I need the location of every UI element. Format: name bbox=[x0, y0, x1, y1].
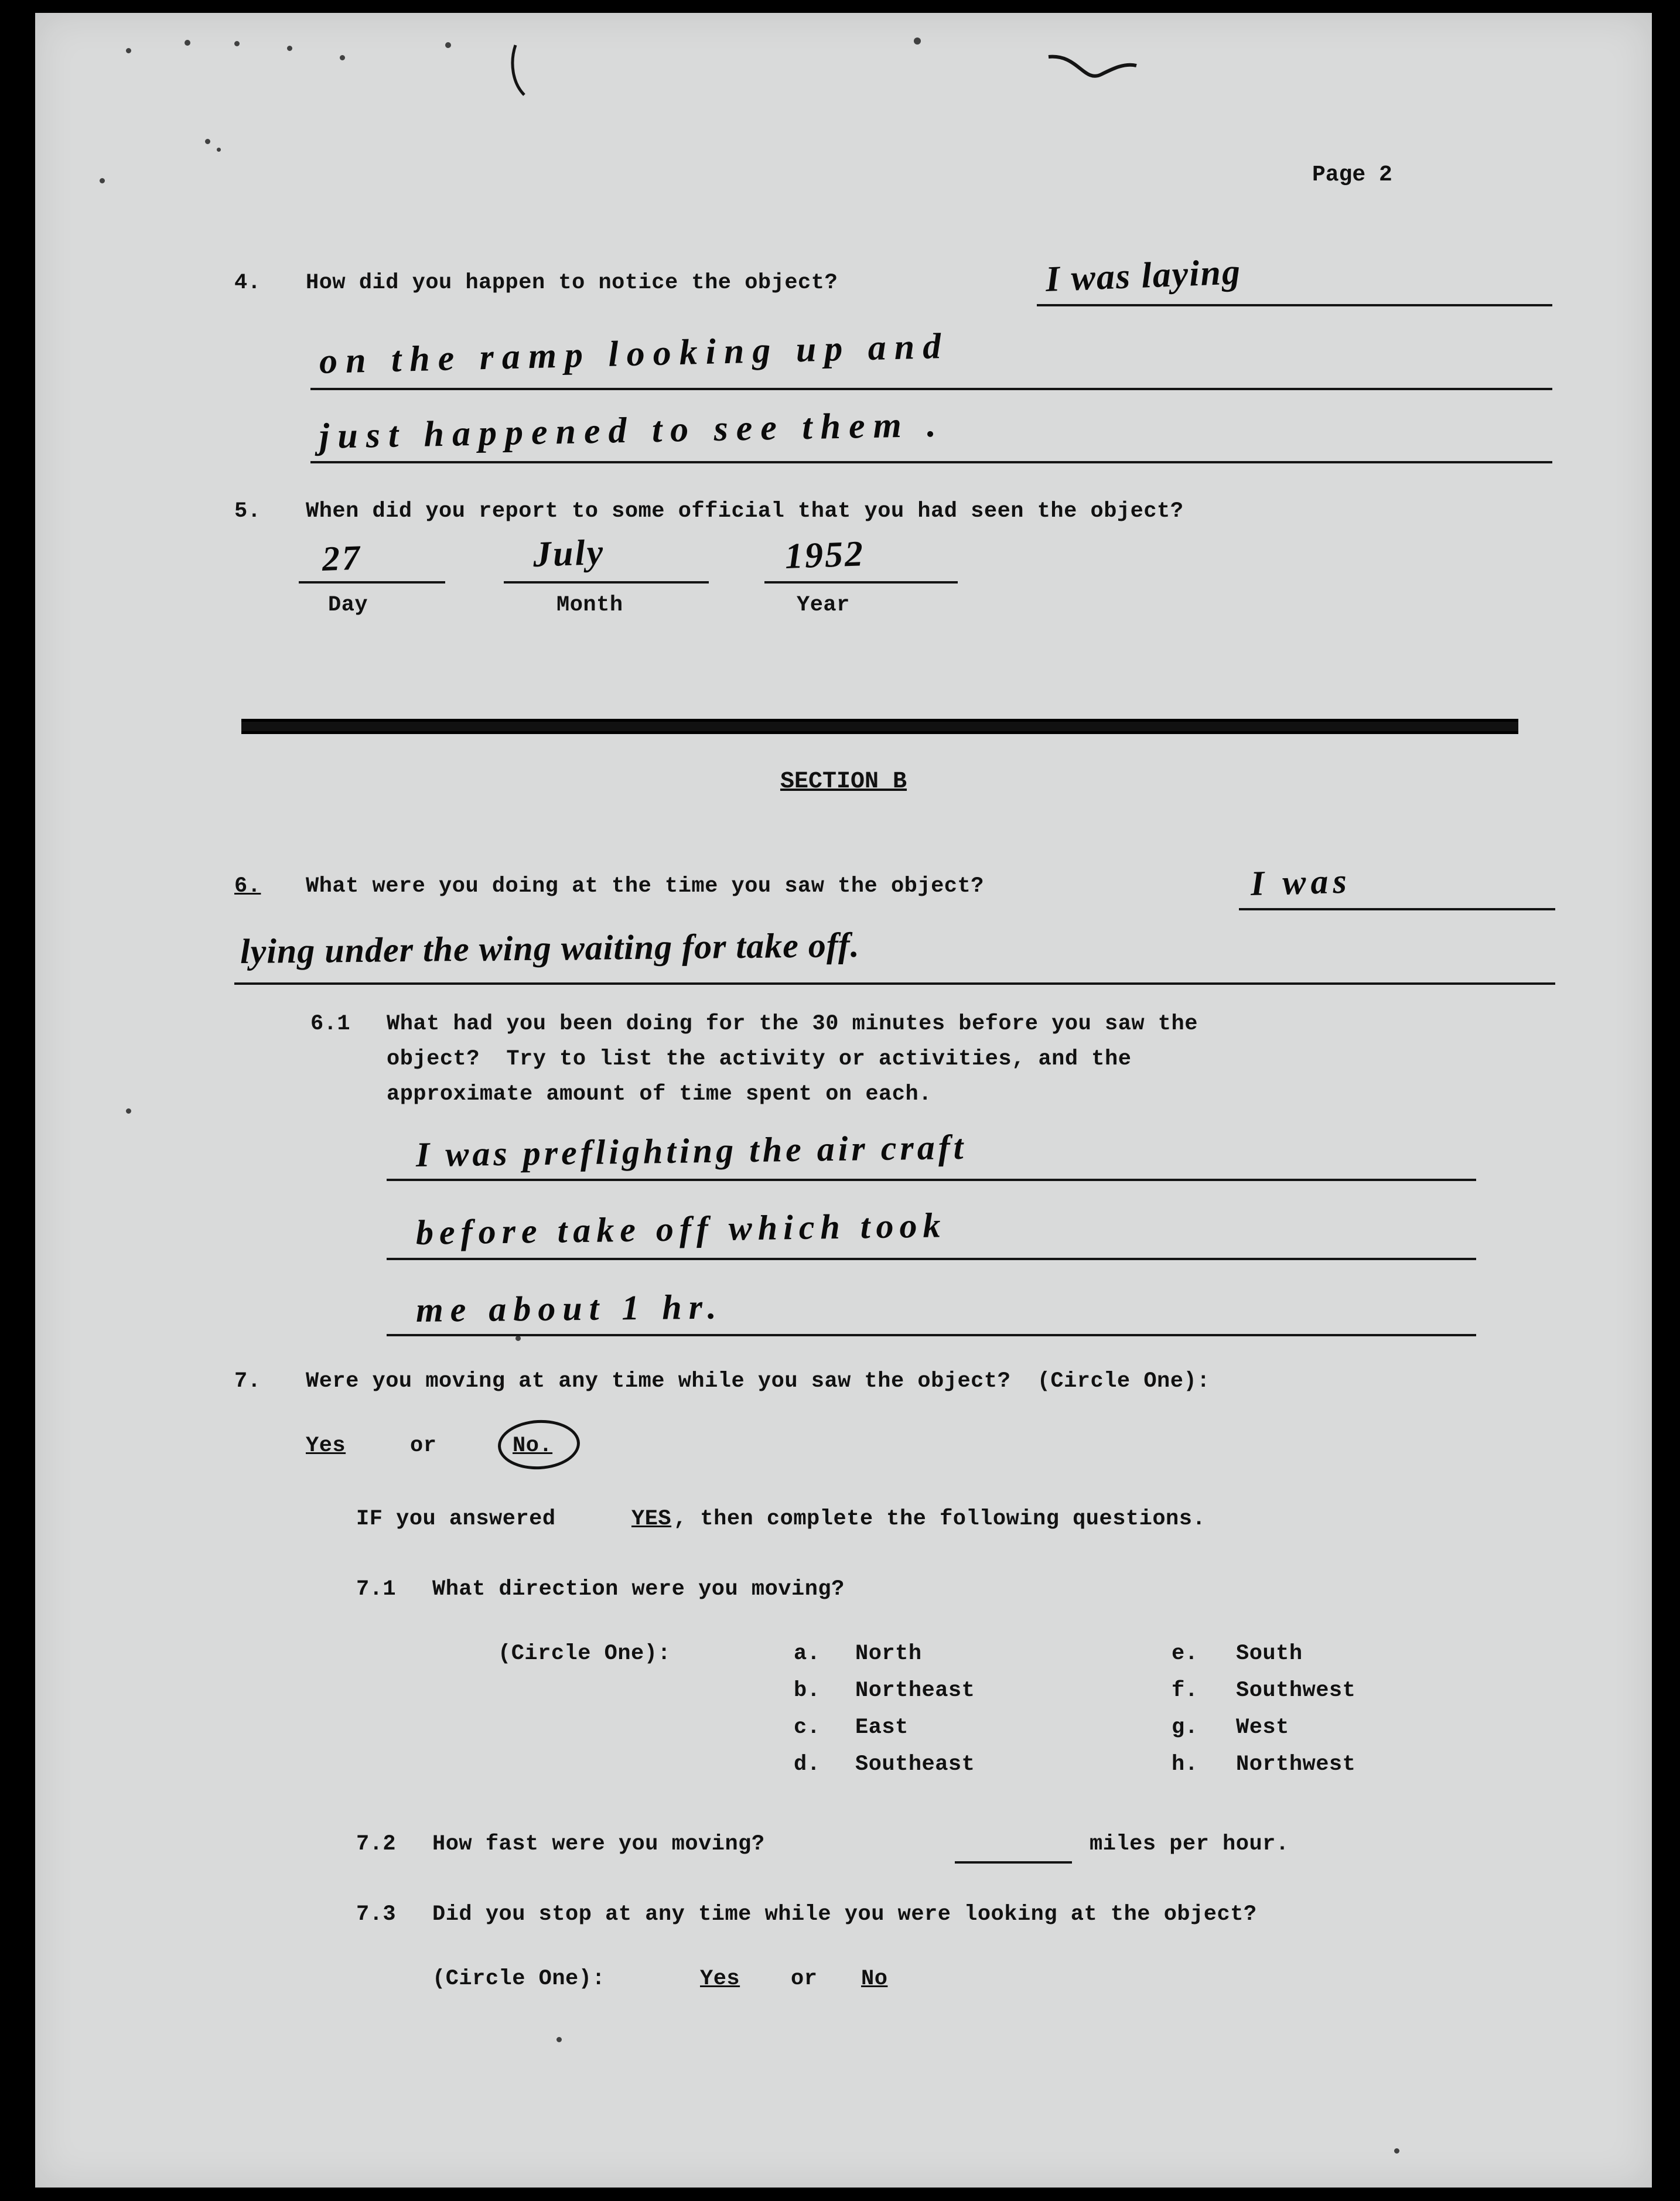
handwritten-answer-q61-line3: me about 1 hr. bbox=[415, 1287, 724, 1329]
question-7-1-circle-label: (Circle One): bbox=[498, 1642, 671, 1666]
question-7-option-yes[interactable]: Yes bbox=[306, 1434, 346, 1458]
option-f-letter: f. bbox=[1172, 1678, 1198, 1703]
question-7-3-circle-label: (Circle One): bbox=[432, 1967, 606, 1991]
answer-rule-q4-3 bbox=[310, 461, 1552, 463]
question-7-note-emphasis: YES bbox=[631, 1507, 672, 1531]
handwritten-answer-q61-line2: before take off which took bbox=[415, 1206, 947, 1252]
handwritten-answer-q61-line1: I was preflighting the air craft bbox=[415, 1127, 967, 1174]
question-7-2-number: 7.2 bbox=[356, 1832, 397, 1857]
handwritten-answer-q4-line3: just happened to see them . bbox=[319, 404, 945, 456]
question-7-option-no[interactable]: No. bbox=[513, 1434, 553, 1458]
option-g-letter: g. bbox=[1172, 1715, 1198, 1740]
question-7-1-text: What direction were you moving? bbox=[432, 1577, 845, 1602]
date-label-month: Month bbox=[556, 593, 623, 617]
option-a-letter: a. bbox=[794, 1642, 821, 1666]
document-content bbox=[35, 13, 1652, 2188]
answer-rule-q6-2 bbox=[234, 982, 1555, 985]
circled-answer-marker bbox=[497, 1418, 581, 1471]
question-7-2-text-after: miles per hour. bbox=[1090, 1832, 1289, 1857]
handwritten-answer-q6-line2: lying under the wing waiting for take off. bbox=[240, 925, 860, 971]
handwritten-day-value: 27 bbox=[321, 538, 363, 578]
option-h-label[interactable]: Northwest bbox=[1236, 1752, 1356, 1777]
answer-rule-q6-1-c bbox=[387, 1334, 1476, 1336]
option-c-label[interactable]: East bbox=[855, 1715, 909, 1740]
question-7-3-option-or: or bbox=[791, 1967, 818, 1991]
section-separator bbox=[241, 719, 1518, 734]
question-7-note-suffix: , then complete the following questions. bbox=[674, 1507, 1206, 1531]
option-f-label[interactable]: Southwest bbox=[1236, 1678, 1356, 1703]
question-6-1-text-line3: approximate amount of time spent on each. bbox=[387, 1082, 932, 1107]
question-6-1-text-line1: What had you been doing for the 30 minutes before you saw the bbox=[387, 1012, 1198, 1036]
option-g-label[interactable]: West bbox=[1236, 1715, 1289, 1740]
option-c-letter: c. bbox=[794, 1715, 821, 1740]
handwritten-answer-q4-line1: I was laying bbox=[1044, 252, 1242, 299]
date-rule-month bbox=[504, 581, 709, 583]
question-4-number: 4. bbox=[234, 271, 261, 295]
question-7-2-blank-field[interactable] bbox=[955, 1861, 1072, 1864]
option-d-label[interactable]: Southeast bbox=[855, 1752, 975, 1777]
answer-rule-q4-1 bbox=[1037, 304, 1552, 306]
question-7-1-number: 7.1 bbox=[356, 1577, 397, 1602]
option-a-label[interactable]: North bbox=[855, 1642, 922, 1666]
question-7-note-prefix: IF you answered bbox=[356, 1507, 569, 1531]
option-b-label[interactable]: Northeast bbox=[855, 1678, 975, 1703]
question-7-3-option-yes[interactable]: Yes bbox=[700, 1967, 740, 1991]
handwritten-month-value: July bbox=[532, 532, 606, 575]
question-7-text: Were you moving at any time while you saw the object? (Circle One): bbox=[306, 1369, 1210, 1394]
option-e-letter: e. bbox=[1172, 1642, 1198, 1666]
question-7-3-number: 7.3 bbox=[356, 1902, 397, 1927]
option-h-letter: h. bbox=[1172, 1752, 1198, 1777]
question-7-2-text-before: How fast were you moving? bbox=[432, 1832, 765, 1857]
date-label-year: Year bbox=[797, 593, 850, 617]
question-7-3-text: Did you stop at any time while you were looking at the object? bbox=[432, 1902, 1257, 1927]
section-heading: SECTION B bbox=[780, 769, 907, 795]
handwritten-year-value: 1952 bbox=[784, 534, 866, 576]
page-number: Page 2 bbox=[1312, 162, 1392, 187]
answer-rule-q6-1-a bbox=[387, 1179, 1476, 1181]
question-6-1-text-line2: object? Try to list the activity or activities, and the bbox=[387, 1047, 1132, 1072]
answer-rule-q6-1 bbox=[1239, 908, 1555, 910]
option-e-label[interactable]: South bbox=[1236, 1642, 1303, 1666]
date-rule-year bbox=[764, 581, 958, 583]
question-6-text: What were you doing at the time you saw the object? bbox=[306, 874, 984, 899]
answer-rule-q6-1-b bbox=[387, 1258, 1476, 1260]
question-6-number: 6. bbox=[234, 874, 261, 899]
question-6-1-number: 6.1 bbox=[310, 1012, 351, 1036]
question-7-3-option-no[interactable]: No bbox=[861, 1967, 888, 1991]
date-rule-day bbox=[299, 581, 445, 583]
question-5-text: When did you report to some official that you had seen the object? bbox=[306, 499, 1184, 524]
question-7-option-or: or bbox=[410, 1434, 437, 1458]
handwritten-answer-q4-line2: on the ramp looking up and bbox=[319, 326, 950, 381]
question-5-number: 5. bbox=[234, 499, 261, 524]
handwritten-answer-q6-line1: I was bbox=[1250, 861, 1352, 903]
option-b-letter: b. bbox=[794, 1678, 821, 1703]
question-4-text: How did you happen to notice the object? bbox=[306, 271, 838, 295]
question-7-number: 7. bbox=[234, 1369, 261, 1394]
paper-sheet bbox=[35, 13, 1652, 2188]
option-d-letter: d. bbox=[794, 1752, 821, 1777]
answer-rule-q4-2 bbox=[310, 388, 1552, 390]
date-label-day: Day bbox=[328, 593, 368, 617]
